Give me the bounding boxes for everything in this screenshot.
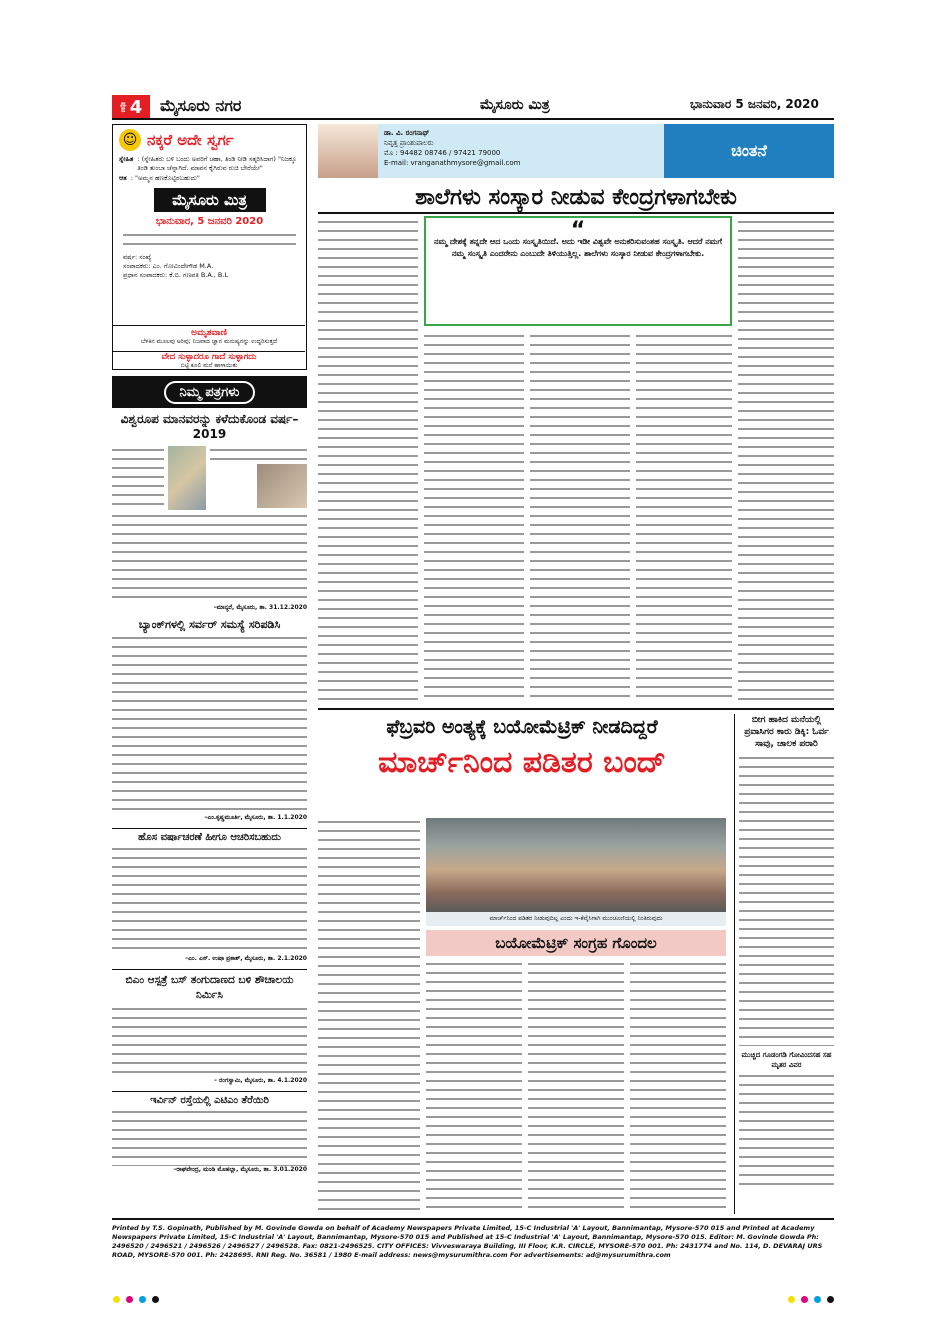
amruta-title: ಅಮೃತವಾಣಿ: [191, 328, 227, 338]
bio-headline: ಮಾರ್ಚ್‌ನಿಂದ ಪಡಿತರ ಬಂದ್: [378, 745, 666, 780]
paper-blurb: [123, 231, 296, 249]
nakkare-answer: : "ಅಮ್ಮನ ಹಣಕೊಟ್ಟಿರಬಹುದು": [130, 174, 200, 182]
right-column: [734, 714, 834, 1214]
magenta-dot: [801, 1296, 808, 1303]
paper-date: ಭಾನುವಾರ, 5 ಜನವರಿ 2020: [155, 216, 264, 227]
page-number: 4: [129, 96, 143, 118]
bio-story-head: [318, 714, 726, 814]
letter-3-body: [112, 845, 307, 955]
right-body-2: [739, 1072, 834, 1192]
bio-col-3: [528, 960, 624, 1214]
amruta-text: ಬೆಳಕಿನ ಮೂಲವು ಅರಿವು; ನಿಜವಾದ ಜ್ಞಾನ ಮನುಷ್ಯನನ್ನು ಉದ್ಧರಿಸುತ್ತದೆ: [140, 338, 278, 345]
author-photo: [318, 124, 378, 178]
letters-column: [112, 412, 307, 1174]
letter-5-headline: ಇರ್ವಿನ್ ರಸ್ತೆಯಲ್ಲಿ ಎಟಿಎಂ ತೆರೆಯಿರಿ: [112, 1091, 307, 1106]
letter-2-sign: –ಎಂ.ಕೃಷ್ಣಮೂರ್ತಿ, ಮೈಸೂರು, ತಾ. 1.1.2020: [204, 814, 307, 821]
letter-1-headline: ವಿಶ್ವರೂಪ ಮಾನವರನ್ನು ಕಳೆದುಕೊಂಡ ವರ್ಷ–2019: [120, 412, 299, 441]
right-headline: ಬೀಗ ಹಾಕಿದ ಮನೆಯಲ್ಲಿ ಪ್ರವಾಸಿಗರ ಕಾರು ಡಿಕ್ಕಿ: ಓರ್ವ ಸಾವು, ಚಾಲಕ ಪರಾರಿ: [744, 715, 829, 749]
author-phone: ಮೊ : 94482 08746 / 97421 79000: [384, 149, 501, 157]
letter-1-text-a: [112, 446, 164, 510]
author-email: E-mail: vranganathmysore@gmail.com: [384, 159, 521, 167]
chintane-col-4: [636, 332, 732, 704]
letter-4-headline: ಬಿಎಂ ಆಸ್ಪತ್ರೆ ಬಸ್ ತಂಗುದಾಣದ ಬಳಿ ಶೌಚಾಲಯ ನಿರ್ಮಿಸಿ: [112, 969, 307, 1003]
letter-5-body: [112, 1108, 307, 1166]
letter-3-headline: ಹೊಸ ವರ್ಷಾಚರಣೆ ಹೀಗೂ ಆಚರಿಸಬಹುದು: [112, 828, 307, 843]
black-dot: [152, 1296, 159, 1303]
chintane-rule: [318, 708, 834, 710]
letters-title: ನಿಮ್ಮ ಪತ್ರಗಳು: [164, 381, 256, 404]
nakkare-a-label: ಆತ: [119, 174, 127, 182]
veda-text: ಬಿಟ್ಟಿ ಕೂಲಿ ಮನೆ ಹಾಳಾಯಿತು: [180, 362, 238, 369]
swamiji-photo: [168, 446, 206, 510]
paper-nameplate: ಮೈಸೂರು ಮಿತ್ರ: [154, 188, 266, 212]
bio-col-1: [318, 818, 420, 1214]
nakkare-q-label: ಸ್ನೇಹಿತ: [119, 155, 134, 163]
chintane-col-3: [530, 332, 630, 704]
letter-4-sign: – ರಂಗಸ್ವಾಮಿ, ಮೈಸೂರು, ತಾ. 4.1.2020: [214, 1077, 307, 1084]
bio-col-2: [426, 960, 522, 1214]
nakkare-title: ನಕ್ಕರೆ ಅದೇ ಸ್ವರ್ಗ: [147, 131, 234, 149]
print-marks-left: [113, 1296, 159, 1303]
letter-1-sign: –ಮಾನ್ಯರೆ, ಮೈಸೂರು, ತಾ. 31.12.2020: [213, 604, 307, 611]
issue-date: ಭಾನುವಾರ 5 ಜನವರಿ, 2020: [690, 97, 819, 111]
bio-subhead: ಬಯೋಮೆಟ್ರಿಕ್ ಸಂಗ್ರಹ ಗೊಂದಲ: [426, 930, 726, 956]
chintane-pullquote: [424, 216, 732, 326]
letter-1-text-b: [210, 446, 307, 464]
masthead: ಮೈಸೂರು ಮಿತ್ರ: [480, 97, 550, 113]
chintane-col-2: [424, 332, 524, 704]
nakkare-box: [112, 124, 307, 370]
bio-col-4: [630, 960, 726, 1214]
chintane-headline: ಶಾಲೆಗಳು ಸಂಸ್ಕಾರ ನೀಡುವ ಕೇಂದ್ರಗಳಾಗಬೇಕು: [318, 182, 834, 214]
pullquote-text: ನಮ್ಮ ದೇಶಕ್ಕೆ ತನ್ನದೇ ಆದ ಒಂದು ಸಂಸ್ಕೃತಿಯಿದೆ. ಅದು ಇಡೀ ವಿಶ್ವವೇ ಅನುಕರಿಸುವಂತಹ ಸಂಸ್ಕೃತಿ. ಆದರೆ ನಮಗೆ ನಮ್ಮ ಸಂಸ್ಕೃತಿ ಎಂದರೇನು ಎಂಬುದೇ ತಿಳಿಯುತ್ತಿಲ್ಲ. ಶಾಲೆಗಳು ಸಂಸ್ಕಾರ ನೀಡುವ ಕೇಂದ್ರಗಳಾಗಬೇಕು.: [434, 237, 722, 258]
header-rule: [112, 118, 834, 120]
magenta-dot: [126, 1296, 133, 1303]
paper-line-2: ಸಂಪಾದಕರು: ಎಂ. ಗೋವಿಂದೇಗೌಡ M.A.: [123, 262, 214, 270]
yellow-dot: [113, 1296, 120, 1303]
cyan-dot: [139, 1296, 146, 1303]
letter-2-headline: ಬ್ಯಾಂಕ್‌ಗಳಲ್ಲಿ ಸರ್ವರ್ ಸಮಸ್ಯೆ ಸರಿಪಡಿಸಿ: [138, 618, 281, 631]
scientist-photo: [257, 464, 307, 508]
page-label: ಪುಟ: [119, 101, 128, 113]
paper-line-3: ಪ್ರಧಾನ ಸಂಪಾದಕರು: ಕೆ.ಬಿ. ಗಣಪತಿ B.A., B.L: [123, 271, 229, 279]
author-name: ಡಾ. ವಿ. ರಂಗನಾಥ್: [384, 129, 430, 137]
paper-line-1: ವರ್ಷ: ಸಂಖ್ಯೆ: [123, 253, 152, 261]
right-body-1: [739, 754, 834, 1046]
photo-caption: ಮಾರ್ಚ್‌ನಿಂದ ಪಡಿತರ ನೀಡುವುದಿಲ್ಲ ಎಂದು ಇ-ಕೆವೈಸಿಗಾಗಿ ಮುಂಚೂಣಿಯಲ್ಲಿ ನಿಂತಿರುವುದು: [426, 912, 726, 926]
chintane-col-5: [738, 218, 834, 704]
letter-3-sign: –ಎಂ. ಎಸ್. ಉಷಾ ಪ್ರಕಾಶ್, ಮೈಸೂರು, ತಾ. 2.1.2020: [185, 955, 307, 962]
imprint-line: Printed by T.S. Gopinath, Published by M. Govinde Gowda on behalf of Academy Newspapers Private Limited, 15-C Industrial 'A' Layout, Bannimantap, Mysore-570 015 and Printed at Academy Newspapers Private Limited, 15-C Industrial 'A' Layout, Bannimantap, Mysore-570 015 and Published at 15-C Industrial 'A' Layout, Bannimantap, Mysore-570 015. Editor: M. Govinde Gowda Ph: 2496520 / 2496521 / 2496526 / 2496527 / 2496528. Fax: 0821-2496525. CITY OFFICES: Vivveswaraya Building, III Floor, K.R. CIRCLE, MYSORE-570 001. Ph: 2431774 and No. 114, D. DEVARAJ URS ROAD, MYSORE-570 001. Ph: 2428695. RNI Reg. No. 36581 / 1980 E-mail address: news@mysurumithra.com For advertisements: ad@mysurumithra.com: [112, 1224, 823, 1259]
print-marks-right: [788, 1296, 834, 1303]
quote-mark-icon: “: [570, 218, 586, 243]
yellow-dot: [788, 1296, 795, 1303]
letter-2-body: [112, 634, 307, 814]
footer-rule: [112, 1218, 834, 1220]
letter-1-body: [112, 512, 307, 604]
laughing-face-icon: ☺: [119, 129, 141, 151]
chintane-label: ಚಿಂತನೆ: [664, 124, 834, 178]
page-number-badge: [112, 95, 150, 119]
veda-title: ವೇದ ಸುಳ್ಳಾದರೂ ಗಾದೆ ಸುಳ್ಳಾಗದು: [161, 352, 257, 362]
author-role: ನಿವೃತ್ತ ಪ್ರಾಂಶುಪಾಲರು: [384, 139, 434, 147]
queue-photo: [426, 818, 726, 912]
bio-kicker: ಫೆಬ್ರವರಿ ಅಂತ್ಯಕ್ಕೆ ಬಯೋಮೆಟ್ರಿಕ್ ನೀಡದಿದ್ದರೆ: [386, 716, 658, 738]
letters-banner: [112, 376, 307, 408]
nakkare-question: : (ಸ್ನೇಹಿತರು ಬಳಿ ಬಂದು ಅವರಿಗೆ ಚಹಾ, ತಿಂಡಿ ನೀಡಿ ಸತ್ಕರಿಸಿದಾಗ) "ನಿಜಕ್ಕೂ ತಿಂಡಿ ತುಂಬಾ ಚೆನ್ನಾಗಿದೆ. ಮಾವನ ಕೈಗಿರುವ ರುಚಿ ಬೇರೆಯೇ": [137, 155, 297, 172]
chintane-header: [318, 124, 834, 178]
section-title: ಮೈಸೂರು ನಗರ: [160, 96, 242, 115]
chintane-col-1: [318, 218, 418, 703]
right-subhead: ಮುಚ್ಚಿದ ಗೂಡಂಗಡಿ ಗೋವಿಂದಸಹ ಸಹ ಮೃತರ ವಿವರ: [741, 1051, 832, 1069]
black-dot: [827, 1296, 834, 1303]
letter-5-sign: –ರಾಘವೇಂದ್ರ, ಮಂಡಿ ಮೊಹಲ್ಲಾ, ಮೈಸೂರು, ತಾ. 3.01.2020: [173, 1166, 307, 1173]
cyan-dot: [814, 1296, 821, 1303]
letter-4-body: [112, 1005, 307, 1077]
